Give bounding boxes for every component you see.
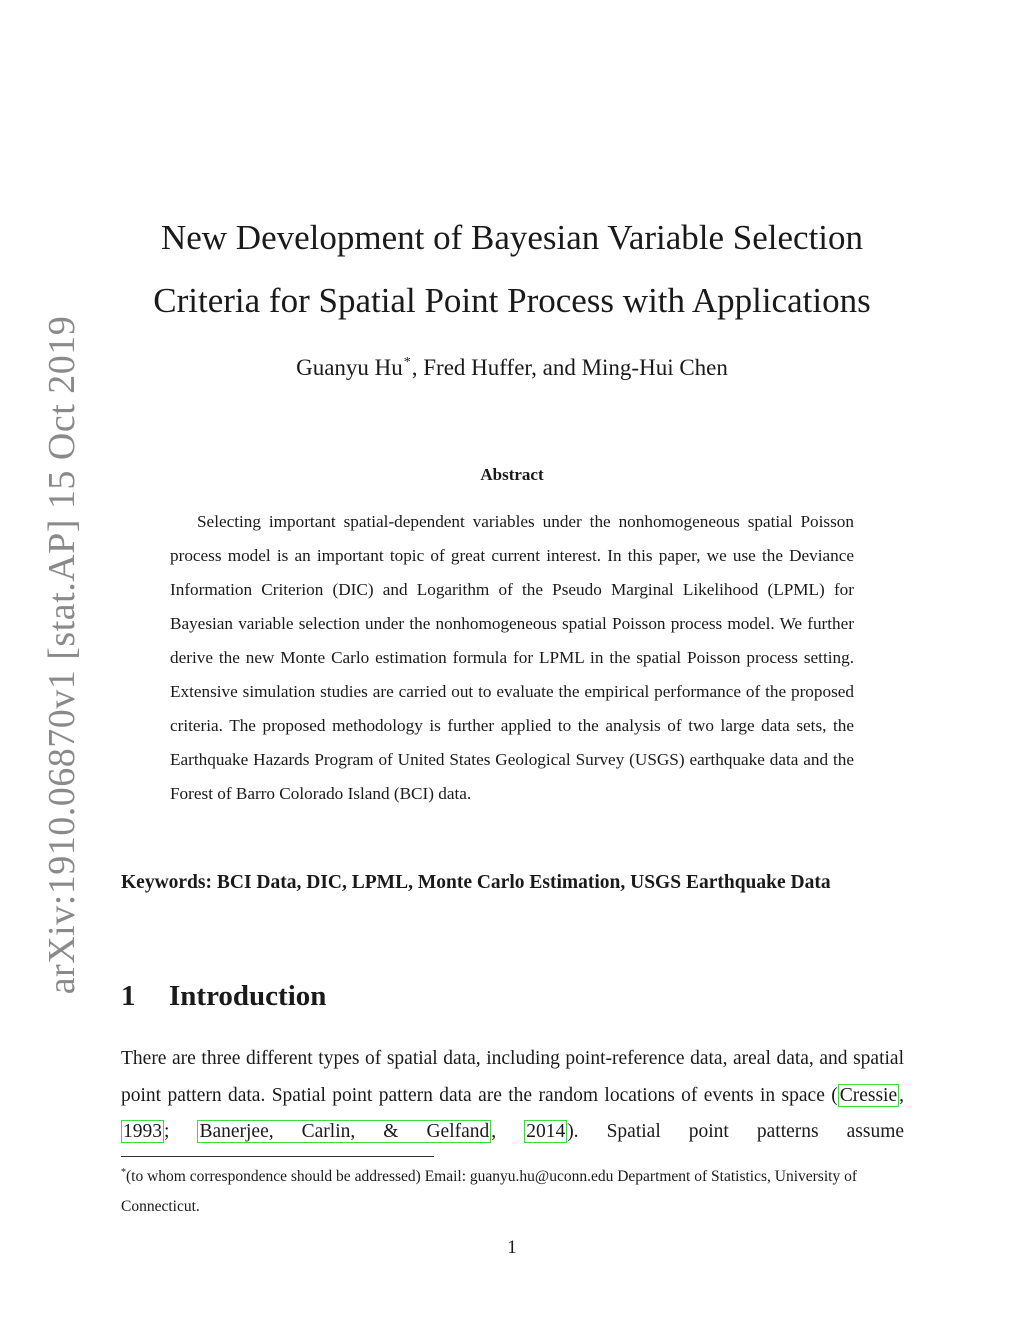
section-number: 1 <box>121 980 136 1012</box>
author-rest: , Fred Huffer, and Ming-Hui Chen <box>411 355 728 380</box>
intro-text: ). Spatial point patterns assume <box>567 1121 905 1142</box>
author-list <box>0 355 1024 381</box>
citation-link[interactable]: Banerjee, Carlin, & Gelfand <box>199 1121 490 1142</box>
citation-separator: , <box>899 1084 904 1106</box>
title-line-2: Criteria for Spatial Point Process with Applications <box>153 281 871 320</box>
section-heading <box>121 980 326 1013</box>
footnote-symbol: * <box>121 1167 126 1178</box>
author-first: Guanyu Hu <box>296 355 403 380</box>
keywords: Keywords: BCI Data, DIC, LPML, Monte Carlo Estimation, USGS Earthquake Data <box>121 872 831 893</box>
citation-link[interactable]: Cressie <box>839 1084 898 1106</box>
citation-separator: ; <box>164 1121 198 1142</box>
citation-link[interactable]: 2014 <box>526 1121 566 1142</box>
page-number: 1 <box>507 1237 517 1258</box>
footnote-marker[interactable]: * <box>403 355 411 370</box>
arxiv-side-stamp: arXiv:1910.06870v1 [stat.AP] 15 Oct 2019 <box>41 315 83 995</box>
paper-title <box>0 206 1024 332</box>
intro-text: There are three different types of spatial data, including point-reference data, areal data, and spatial point pattern data. Spatial point pattern data are the random locations of events in space ( <box>121 1048 904 1106</box>
citation-separator: , <box>491 1121 525 1142</box>
abstract-heading: Abstract <box>480 465 544 484</box>
footnote-rule <box>121 1156 434 1157</box>
section-title: Introduction <box>169 980 327 1012</box>
abstract-body: Selecting important spatial-dependent variables under the nonhomogeneous spatial Poisson process model is an important topic of great current interest. In this paper, we use the Deviance Information Criterion (DIC) and Logarithm of the Pseudo Marginal Likelihood (LPML) for Bayesian variable selection under the nonhomogeneous spatial Poisson process model. We further derive the new Monte Carlo estimation formula for LPML in the spatial Poisson process setting. Extensive simulation studies are carried out to evaluate the empirical performance of the proposed criteria. The proposed methodology is further applied to the analysis of two large data sets, the Earthquake Hazards Program of United States Geological Survey (USGS) earthquake data and the Forest of Barro Colorado Island (BCI) data. <box>170 512 854 803</box>
footnote <box>121 1158 904 1222</box>
footnote-text: (to whom correspondence should be addressed) Email: guanyu.hu@uconn.edu Department of Statistics, University of Connecticut. <box>121 1168 857 1215</box>
citation-link[interactable]: 1993 <box>123 1121 162 1142</box>
intro-paragraph <box>121 1041 904 1151</box>
title-line-1: New Development of Bayesian Variable Selection <box>160 218 864 257</box>
